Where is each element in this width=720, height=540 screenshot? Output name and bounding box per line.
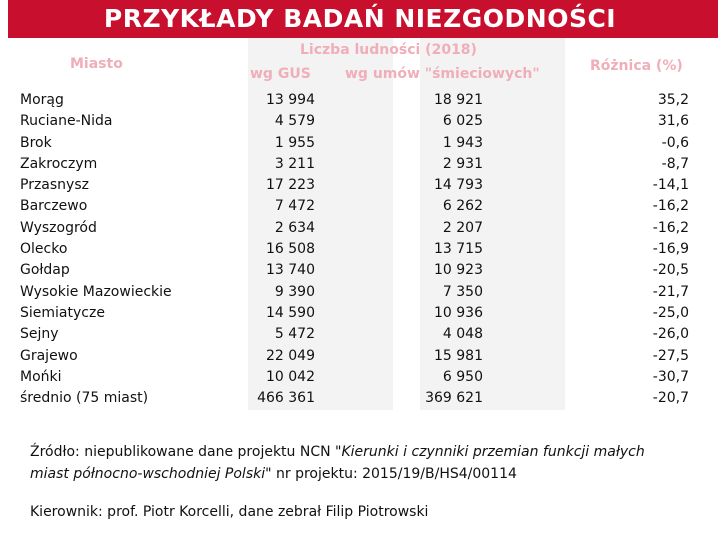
city-cell: Barczewo (20, 198, 88, 215)
difference-cell: -14,1 (652, 177, 689, 194)
umow-column (380, 90, 483, 409)
gus-cell: 2 634 (274, 219, 315, 236)
source-note (30, 441, 700, 485)
umow-cell: 13 715 (434, 241, 483, 258)
umow-cell: 18 921 (434, 92, 483, 108)
city-cell: Siemiatycze (20, 304, 105, 321)
difference-cell: -16,9 (652, 241, 689, 258)
city-cell: Przasnysz (20, 177, 89, 194)
difference-cell: 31,6 (657, 113, 689, 130)
gus-cell: 1 955 (274, 134, 315, 151)
umow-cell: 369 621 (425, 390, 483, 407)
gus-cell: 5 472 (274, 326, 315, 343)
gus-cell: 466 361 (257, 390, 315, 407)
source-project-title-line2: miast północno-wschodniej Polski (30, 466, 266, 482)
city-cell: Olecko (20, 241, 68, 258)
source-prefix: Źródło: niepublikowane dane projektu NCN " (30, 444, 342, 460)
gus-cell: 3 211 (274, 155, 315, 172)
city-cell: Grajewo (20, 347, 78, 364)
gus-cell: 16 508 (266, 241, 315, 258)
city-cell: Ruciane-Nida (20, 113, 113, 130)
gus-cell: 13 740 (266, 262, 315, 279)
umow-cell: 6 025 (442, 113, 483, 130)
difference-cell: -30,7 (652, 368, 689, 385)
city-cell: Wyszogród (20, 219, 97, 236)
gus-cell: 10 042 (266, 368, 315, 385)
difference-cell: -16,2 (652, 198, 689, 215)
city-cell: Wysokie Mazowieckie (20, 283, 172, 300)
city-cell: Brok (20, 134, 52, 151)
gus-cell: 9 390 (274, 283, 315, 300)
gus-cell: 22 049 (266, 347, 315, 364)
city-cell: średnio (75 miast) (20, 390, 149, 407)
difference-cell: -21,7 (652, 283, 689, 300)
city-cell: Mońki (20, 368, 62, 385)
city-cell: Gołdap (20, 262, 70, 279)
gus-cell: 4 579 (274, 113, 315, 130)
difference-cell: -0,6 (661, 134, 689, 151)
header-city: Miasto (70, 56, 123, 72)
umow-cell: 6 950 (442, 368, 483, 385)
difference-cell: -16,2 (652, 219, 689, 236)
header-gus: wg GUS (250, 66, 311, 82)
difference-cell: -26,0 (652, 326, 689, 343)
city-cell: Morąg (20, 92, 64, 108)
source-suffix: " nr projektu: 2015/19/B/HS4/00114 (265, 466, 517, 482)
umow-cell: 2 931 (442, 155, 483, 172)
credits-note: Kierownik: prof. Piotr Korcelli, dane zebrał Filip Piotrowski (30, 504, 429, 520)
page-title: PRZYKŁADY BADAŃ NIEZGODNOŚCI (103, 4, 617, 33)
gus-cell: 13 994 (266, 92, 315, 108)
umow-cell: 10 936 (434, 304, 483, 321)
header-population-group: Liczba ludności (2018) (300, 42, 477, 58)
difference-cell: 35,2 (657, 92, 689, 108)
source-project-title-line1: Kierunki i czynniki przemian funkcji małych (341, 444, 645, 460)
umow-cell: 7 350 (442, 283, 483, 300)
city-column (20, 90, 172, 409)
umow-cell: 1 943 (442, 134, 483, 151)
difference-cell: -20,7 (652, 390, 689, 407)
umow-cell: 2 207 (442, 219, 483, 236)
header-umow: wg umów "śmieciowych" (345, 66, 540, 82)
difference-cell: -25,0 (652, 304, 689, 321)
umow-cell: 10 923 (434, 262, 483, 279)
gus-cell: 17 223 (266, 177, 315, 194)
umow-cell: 14 793 (434, 177, 483, 194)
gus-cell: 7 472 (274, 198, 315, 215)
gus-column (230, 90, 315, 409)
header-difference: Różnica (%) (590, 58, 683, 74)
difference-column (600, 90, 689, 409)
difference-cell: -27,5 (652, 347, 689, 364)
city-cell: Zakroczym (20, 155, 98, 172)
difference-cell: -20,5 (652, 262, 689, 279)
difference-cell: -8,7 (661, 155, 689, 172)
gus-cell: 14 590 (266, 304, 315, 321)
umow-cell: 4 048 (442, 326, 483, 343)
city-cell: Sejny (20, 326, 59, 343)
umow-cell: 6 262 (442, 198, 483, 215)
umow-cell: 15 981 (434, 347, 483, 364)
